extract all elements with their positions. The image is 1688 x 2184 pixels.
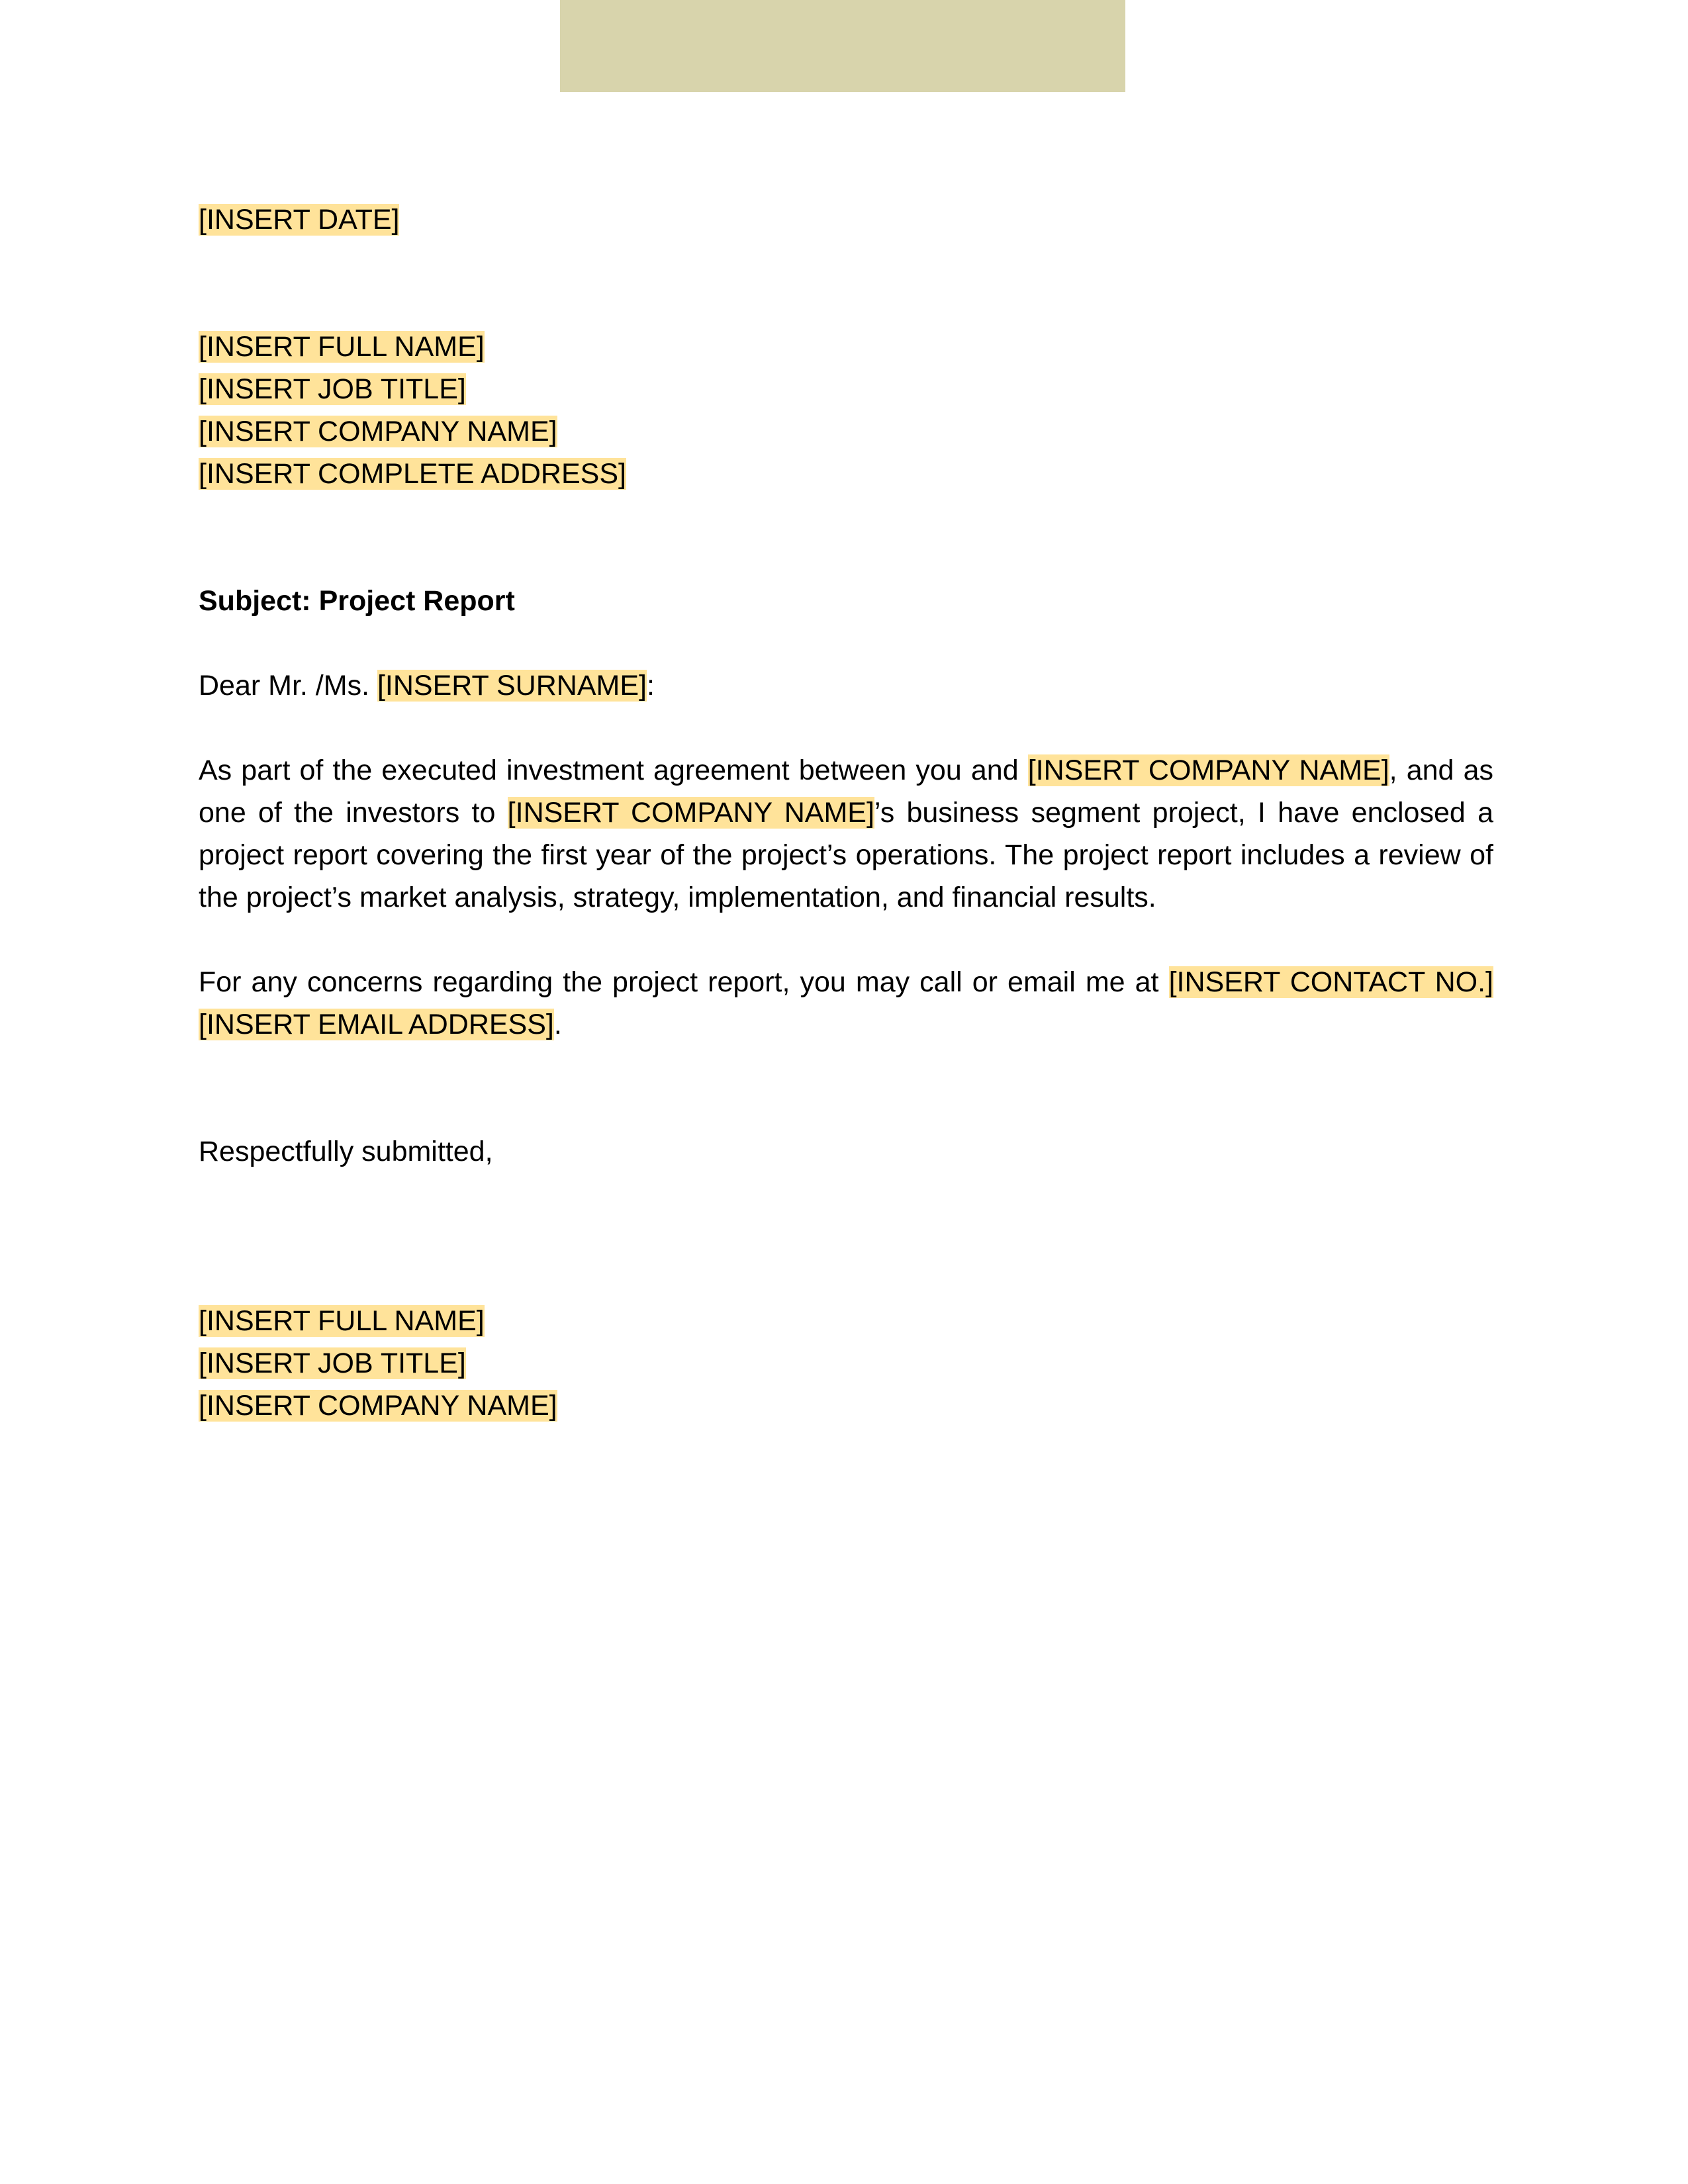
- paragraph2-contact: [INSERT CONTACT NO.]: [1168, 966, 1493, 998]
- closing: [199, 1130, 1493, 1173]
- signature-job-title: [INSERT JOB TITLE]: [199, 1347, 466, 1379]
- recipient-block: [199, 326, 1493, 495]
- salutation: [199, 664, 1493, 707]
- salutation-suffix: :: [646, 670, 655, 702]
- signature-company-name: [INSERT COMPANY NAME]: [199, 1390, 557, 1422]
- body-paragraph-1: [199, 749, 1493, 919]
- signature-block: [199, 1300, 1493, 1427]
- signature-full-name: [INSERT FULL NAME]: [199, 1305, 485, 1337]
- date-placeholder: [INSERT DATE]: [199, 204, 400, 236]
- paragraph1-company-2: [INSERT COMPANY NAME]: [507, 797, 874, 829]
- paragraph2-part2: .: [553, 1009, 562, 1040]
- recipient-company-name: [INSERT COMPANY NAME]: [199, 416, 557, 447]
- closing-text: Respectfully submitted,: [199, 1136, 493, 1167]
- salutation-prefix: Dear Mr. /Ms.: [199, 670, 377, 702]
- paragraph1-company-1: [INSERT COMPANY NAME]: [1027, 754, 1389, 786]
- subject-line: [199, 580, 1493, 622]
- paragraph1-part2: , and as one of the investors to: [199, 754, 1493, 829]
- paragraph1-part3: ’s business segment project, I have enclosed a project report covering the first year of the project’s operations. The project report includes a review of the project’s market analysis, strategy, implementation, and financial results.: [199, 797, 1493, 913]
- recipient-job-title: [INSERT JOB TITLE]: [199, 373, 466, 405]
- header-bar: [560, 0, 1125, 92]
- paragraph2-email: [INSERT EMAIL ADDRESS]: [199, 1009, 554, 1040]
- subject-text: Subject: Project Report: [199, 585, 515, 617]
- salutation-surname: [INSERT SURNAME]: [377, 670, 647, 702]
- paragraph1-part1: As part of the executed investment agreement between you and: [199, 754, 1028, 786]
- recipient-full-name: [INSERT FULL NAME]: [199, 331, 485, 363]
- letter-body: [199, 192, 1493, 1427]
- paragraph2-part1: For any concerns regarding the project report, you may call or email me at: [199, 966, 1169, 998]
- recipient-address: [INSERT COMPLETE ADDRESS]: [199, 458, 626, 490]
- body-paragraph-2: [199, 961, 1493, 1046]
- date-block: [199, 199, 1493, 241]
